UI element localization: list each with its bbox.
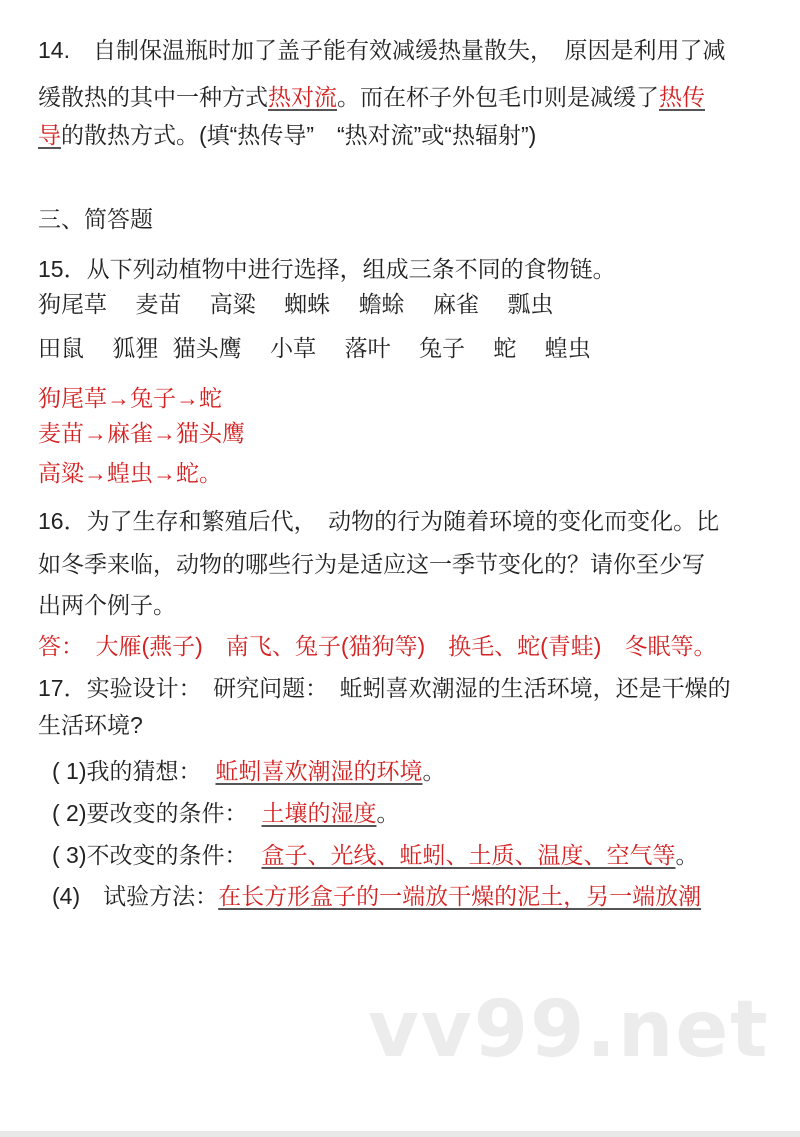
option: 落叶 [344, 335, 391, 361]
q16-line3: 出两个例子。 [38, 592, 176, 618]
option: 蛇 [493, 335, 517, 361]
text: 。 [376, 800, 400, 826]
q17-line1: 17．实验设计： 研究问题： 蚯蚓喜欢潮湿的生活环境，还是干燥的 [38, 675, 731, 701]
option: 狐狸 [112, 335, 159, 361]
q15-answer-2: 麦苗→麻雀→猫头鹰 [38, 420, 245, 446]
answer-blank: 盒子、光线、蚯蚓、土质、温度、空气等 [261, 842, 676, 868]
option: 麻雀 [432, 291, 479, 317]
page-bottom-edge [0, 1131, 800, 1137]
q14-line2 [38, 82, 705, 112]
q15-answer-1: 狗尾草→兔子→蛇 [38, 385, 222, 411]
option: 狗尾草 [38, 291, 107, 317]
answer-blank: 热对流 [268, 84, 337, 110]
option: 蟾蜍 [358, 291, 405, 317]
watermark: vv99.net [368, 985, 770, 1075]
answer-blank: 土壤的湿度 [261, 800, 377, 826]
q15-question: 15．从下列动植物中进行选择，组成三条不同的食物链。 [38, 256, 616, 282]
option: 蜘蛛 [284, 291, 331, 317]
option: 蝗虫 [544, 335, 591, 361]
q16-line2: 如冬季来临，动物的哪些行为是适应这一季节变化的？请你至少写 [38, 551, 705, 577]
option: 兔子 [418, 335, 465, 361]
item-label: ( 1)我的猜想： [52, 758, 202, 784]
q16-answer: 答： 大雁(燕子) 南飞、兔子(猫狗等) 换毛、蛇(青蛙) 冬眠等。 [38, 633, 717, 659]
item-label: (4) 试验方法： [52, 883, 219, 909]
q17-line2: 生活环境? [38, 712, 143, 738]
q15-options-row2 [38, 333, 591, 363]
q17-item [52, 798, 400, 828]
item-label: ( 2)要改变的条件： [52, 800, 248, 826]
section-title: 三、简答题 [38, 206, 153, 232]
q17-item [52, 881, 701, 911]
answer-blank: 在长方形盒子的一端放干燥的泥土，另一端放潮 [218, 883, 702, 909]
q15-options-row1 [38, 289, 553, 319]
q17-item [52, 756, 446, 786]
item-label: ( 3)不改变的条件： [52, 842, 248, 868]
q17-item [52, 840, 699, 870]
text: 的散热方式。(填“热传导” “热对流”或“热辐射”) [61, 122, 537, 148]
answer-blank: 蚯蚓喜欢潮湿的环境 [215, 758, 423, 784]
answer-blank: 热传 [659, 84, 705, 110]
option: 小草 [270, 335, 317, 361]
option: 麦苗 [135, 291, 182, 317]
q14-line1: 14. 自制保温瓶时加了盖子能有效减缓热量散失， 原因是利用了减 [38, 37, 726, 63]
text: 。 [675, 842, 699, 868]
option: 田鼠 [38, 335, 84, 361]
text: 。而在杯子外包毛巾则是减缓了 [337, 84, 659, 110]
text: 。 [422, 758, 446, 784]
answer-blank: 导 [38, 122, 61, 148]
text: 缓散热的其中一种方式 [38, 84, 268, 110]
option: 瓢虫 [507, 291, 554, 317]
option: 猫头鹰 [172, 335, 242, 361]
q14-line3 [38, 120, 536, 150]
option: 高粱 [209, 291, 256, 317]
q16-line1: 16．为了生存和繁殖后代， 动物的行为随着环境的变化而变化。比 [38, 508, 720, 534]
q15-answer-3: 高粱→蝗虫→蛇。 [38, 460, 222, 486]
